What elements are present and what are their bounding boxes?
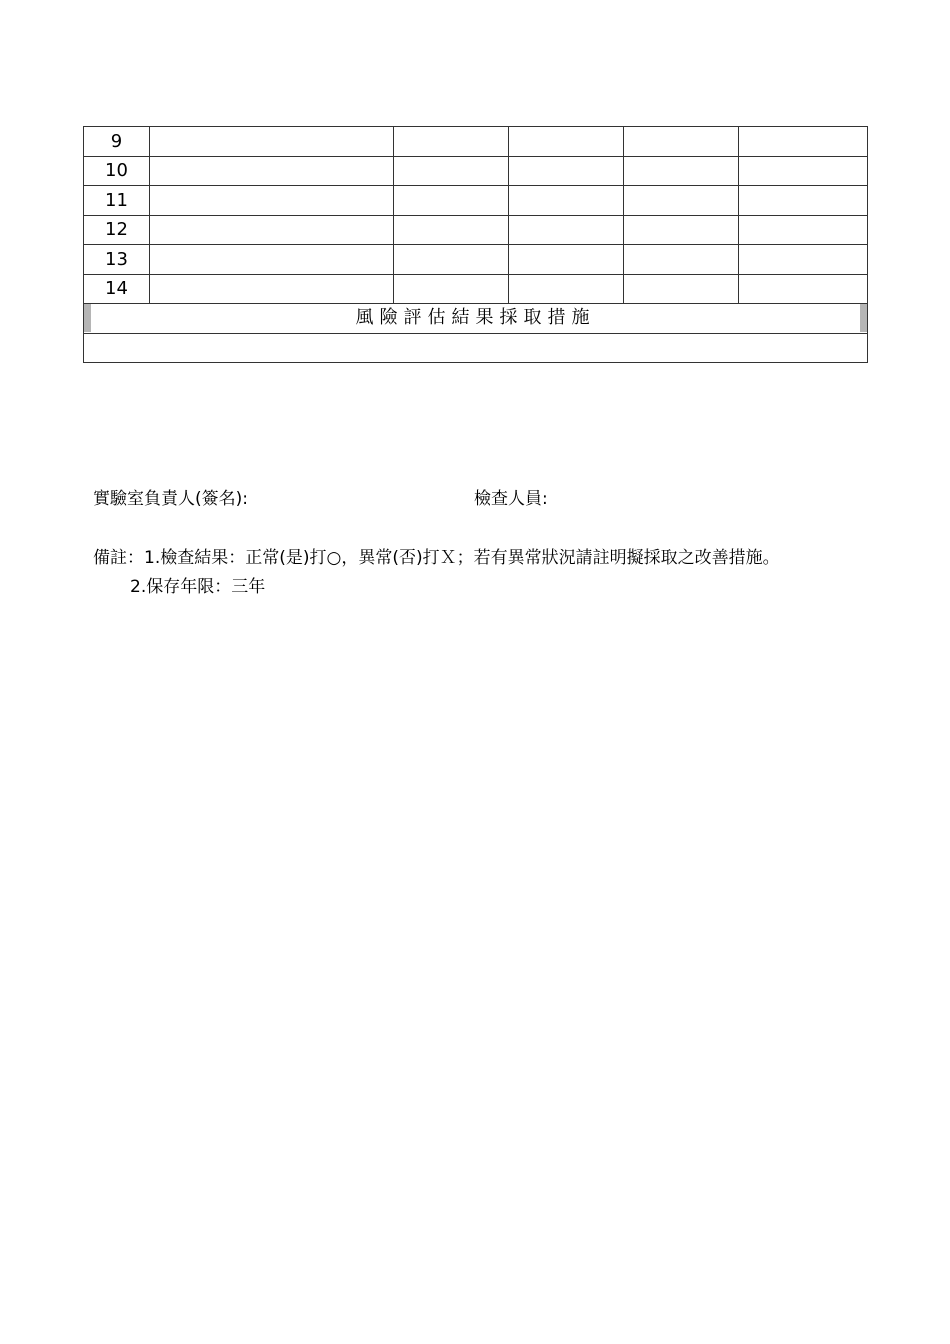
table-cell[interactable] [509, 186, 624, 216]
table-cell[interactable] [624, 127, 739, 157]
table-cell[interactable] [739, 127, 868, 157]
section-header [84, 304, 867, 332]
header-shade-right [860, 304, 867, 332]
header-shade-left [84, 304, 91, 332]
table-cell[interactable] [394, 156, 509, 186]
table-cell[interactable] [394, 245, 509, 275]
section-header-row [84, 304, 868, 334]
table-row [84, 245, 868, 275]
table-cell[interactable] [739, 245, 868, 275]
table-cell[interactable] [150, 215, 394, 245]
lab-manager-signature-label: 實驗室負責人(簽名): [93, 489, 248, 509]
table-cell[interactable] [150, 245, 394, 275]
measures-row [84, 333, 868, 363]
table-cell[interactable] [624, 186, 739, 216]
table-row [84, 127, 868, 157]
table-cell[interactable] [739, 215, 868, 245]
table-row [84, 215, 868, 245]
table-cell[interactable] [394, 127, 509, 157]
section-header-label: 風險評估結果採取措施 [355, 307, 596, 329]
table-cell[interactable] [624, 215, 739, 245]
inspector-label: 檢查人員: [474, 489, 548, 509]
inspection-form [83, 126, 867, 363]
table-cell[interactable] [394, 274, 509, 304]
table-cell[interactable] [624, 156, 739, 186]
row-number: 12 [84, 215, 150, 245]
table-cell[interactable] [150, 156, 394, 186]
table-cell[interactable] [739, 274, 868, 304]
table-cell[interactable] [739, 186, 868, 216]
table-cell[interactable] [509, 245, 624, 275]
table-cell[interactable] [150, 127, 394, 157]
row-number: 11 [84, 186, 150, 216]
table-cell[interactable] [394, 215, 509, 245]
table-row [84, 186, 868, 216]
inspection-table [83, 126, 868, 363]
table-cell[interactable] [739, 156, 868, 186]
table-cell[interactable] [509, 274, 624, 304]
table-cell[interactable] [509, 127, 624, 157]
table-cell[interactable] [624, 245, 739, 275]
table-row [84, 274, 868, 304]
table-cell[interactable] [509, 215, 624, 245]
table-cell[interactable] [150, 186, 394, 216]
measures-field[interactable] [84, 333, 868, 363]
table-cell[interactable] [624, 274, 739, 304]
table-cell[interactable] [394, 186, 509, 216]
note-line-2: 2.保存年限：三年 [130, 577, 266, 597]
row-number: 10 [84, 156, 150, 186]
row-number: 13 [84, 245, 150, 275]
table-cell[interactable] [509, 156, 624, 186]
row-number: 14 [84, 274, 150, 304]
table-cell[interactable] [150, 274, 394, 304]
note-line-1: 備註：1.檢查結果：正常(是)打○，異常(否)打Ｘ；若有異常狀況請註明擬採取之改善措施。 [93, 548, 780, 568]
row-number: 9 [84, 127, 150, 157]
table-row [84, 156, 868, 186]
